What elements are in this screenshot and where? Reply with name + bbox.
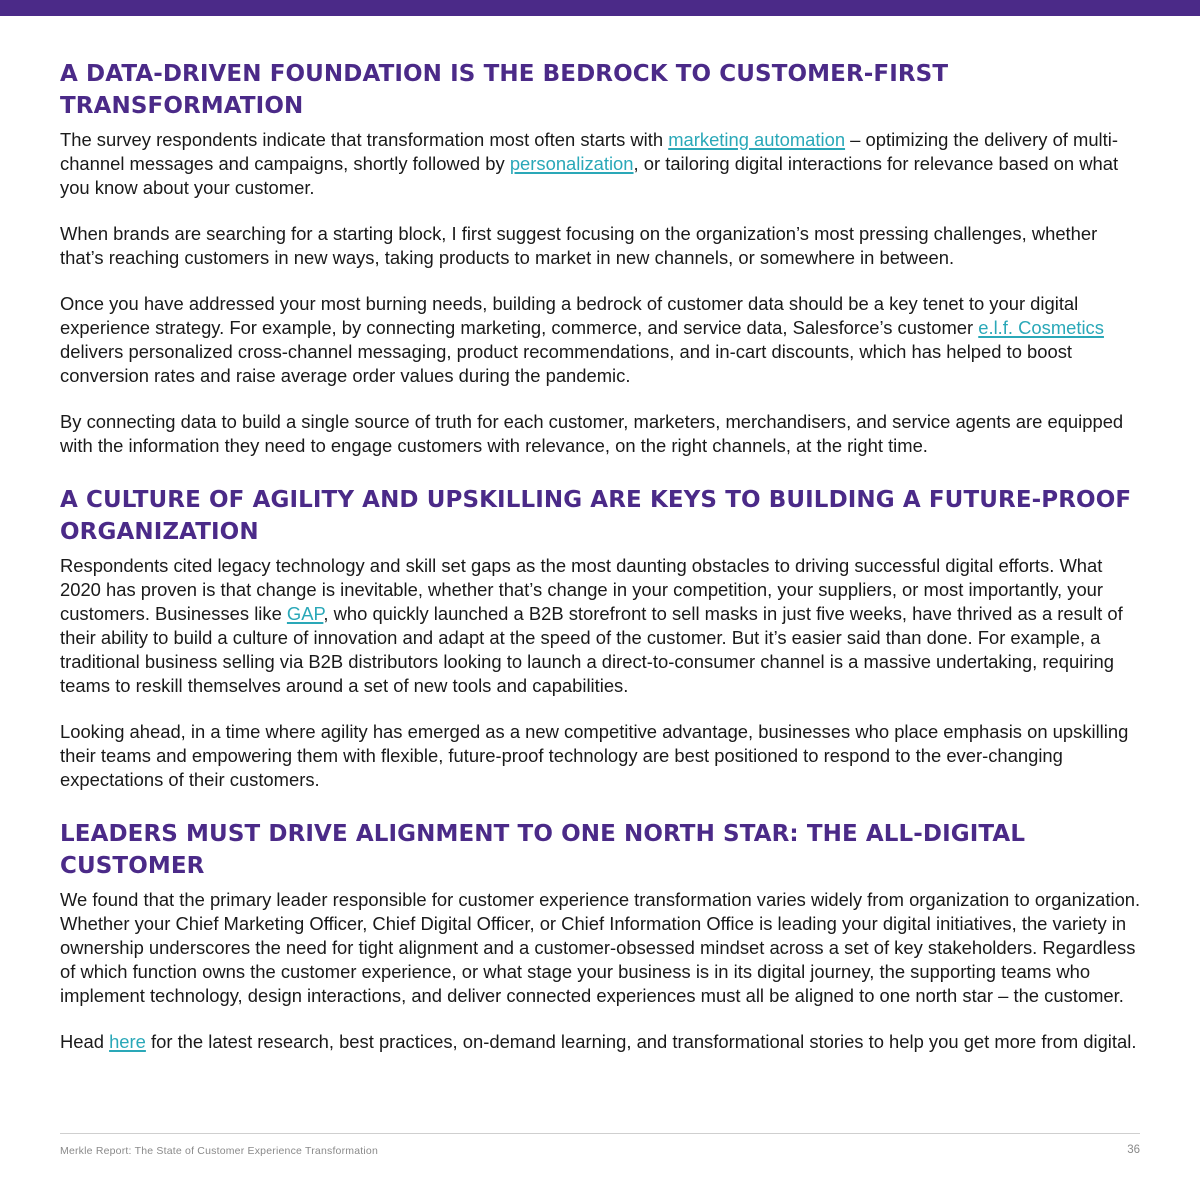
paragraph: By connecting data to build a single source of truth for each customer, marketers, merchandisers, and service agents are equipped with the information they need to engage customers with relevance, on the right channels, at the right time. — [60, 411, 1124, 456]
link-elf-cosmetics[interactable]: e.l.f. Cosmetics — [978, 317, 1104, 338]
link-personalization[interactable]: personalization — [509, 153, 634, 174]
paragraph — [60, 554, 1142, 698]
page-content — [60, 58, 1142, 1054]
footer-report-title: Merkle Report: The State of Customer Experience Transformation — [60, 1145, 379, 1157]
paragraph-text: , who quickly launched a B2B storefront to sell masks in just five weeks, have thrived as a result of their ability to build a culture of innovation and adapt at the speed of the customer. But it’s easier said than done. For example, a traditional business selling via B2B distributors looking to launch a direct-to-consumer channel is a massive undertaking, requiring teams to reskill themselves around a set of new tools and capabilities. — [60, 603, 1123, 696]
paragraph: We found that the primary leader responsible for customer experience transformation varies widely from organization to organization. Whether your Chief Marketing Officer, Chief Digital Officer, or Chief Information Office is leading your digital initiatives, the variety in ownership underscores the need for tight alignment and a customer-obsessed mindset across a set of key stakeholders. Regardless of which function owns the customer experience, or what stage your business is in its digital journey, the supporting teams who implement technology, design interactions, and deliver connected experiences must all be aligned to one north star – the customer. — [60, 889, 1141, 1006]
paragraph-text: delivers personalized cross-channel messaging, product recommendations, and in-cart discounts, which has helped to boost conversion rates and raise average order values during the pandemic. — [60, 341, 1073, 386]
paragraph-text: Once you have addressed your most burning needs, building a bedrock of customer data should be a key tenet to your digital experience strategy. For example, by connecting marketing, commerce, and service data, Salesforce’s customer — [60, 293, 1079, 338]
top-accent-bar — [0, 0, 1200, 16]
paragraph — [60, 292, 1142, 388]
section-heading-agility: A CULTURE OF AGILITY AND UPSKILLING ARE KEYS TO BUILDING A FUTURE-PROOF ORGANIZATION — [60, 487, 1132, 545]
page-number: 36 — [1127, 1144, 1140, 1156]
paragraph — [60, 128, 1142, 200]
link-here[interactable]: here — [109, 1031, 146, 1052]
section-heading-data-driven: A DATA-DRIVEN FOUNDATION IS THE BEDROCK TO CUSTOMER-FIRST TRANSFORMATION — [60, 61, 949, 119]
paragraph: Looking ahead, in a time where agility has emerged as a new competitive advantage, businesses who place emphasis on upskilling their teams and empowering them with flexible, future-proof technology are best positioned to respond to the ever-changing expectations of their customers. — [60, 721, 1129, 790]
section-heading-leaders: LEADERS MUST DRIVE ALIGNMENT TO ONE NORTH STAR: THE ALL-DIGITAL CUSTOMER — [60, 821, 1026, 879]
paragraph: When brands are searching for a starting block, I first suggest focusing on the organization’s most pressing challenges, whether that’s reaching customers in new ways, taking products to market in new channels, or somewhere in between. — [60, 223, 1098, 268]
paragraph-text: The survey respondents indicate that transformation most often starts with — [60, 129, 669, 150]
paragraph-text: Head — [60, 1031, 110, 1052]
paragraph-text: , or tailoring digital interactions for relevance based on what you know about your customer. — [60, 153, 1119, 198]
paragraph-text: for the latest research, best practices, on-demand learning, and transformational stories to help you get more from digital. — [145, 1031, 1137, 1052]
link-gap[interactable]: GAP — [286, 603, 324, 624]
paragraph — [60, 1030, 1142, 1054]
link-marketing-automation[interactable]: marketing automation — [668, 129, 846, 150]
paragraph-text: Respondents cited legacy technology and skill set gaps as the most daunting obstacles to driving successful digital efforts. What 2020 has proven is that change is inevitable, whether that’s change in your competition, your suppliers, or most importantly, your customers. Businesses like — [60, 555, 1104, 624]
footer-divider — [60, 1133, 1140, 1134]
paragraph-text: – optimizing the delivery of multi-channel messages and campaigns, shortly followed by — [60, 129, 1118, 174]
